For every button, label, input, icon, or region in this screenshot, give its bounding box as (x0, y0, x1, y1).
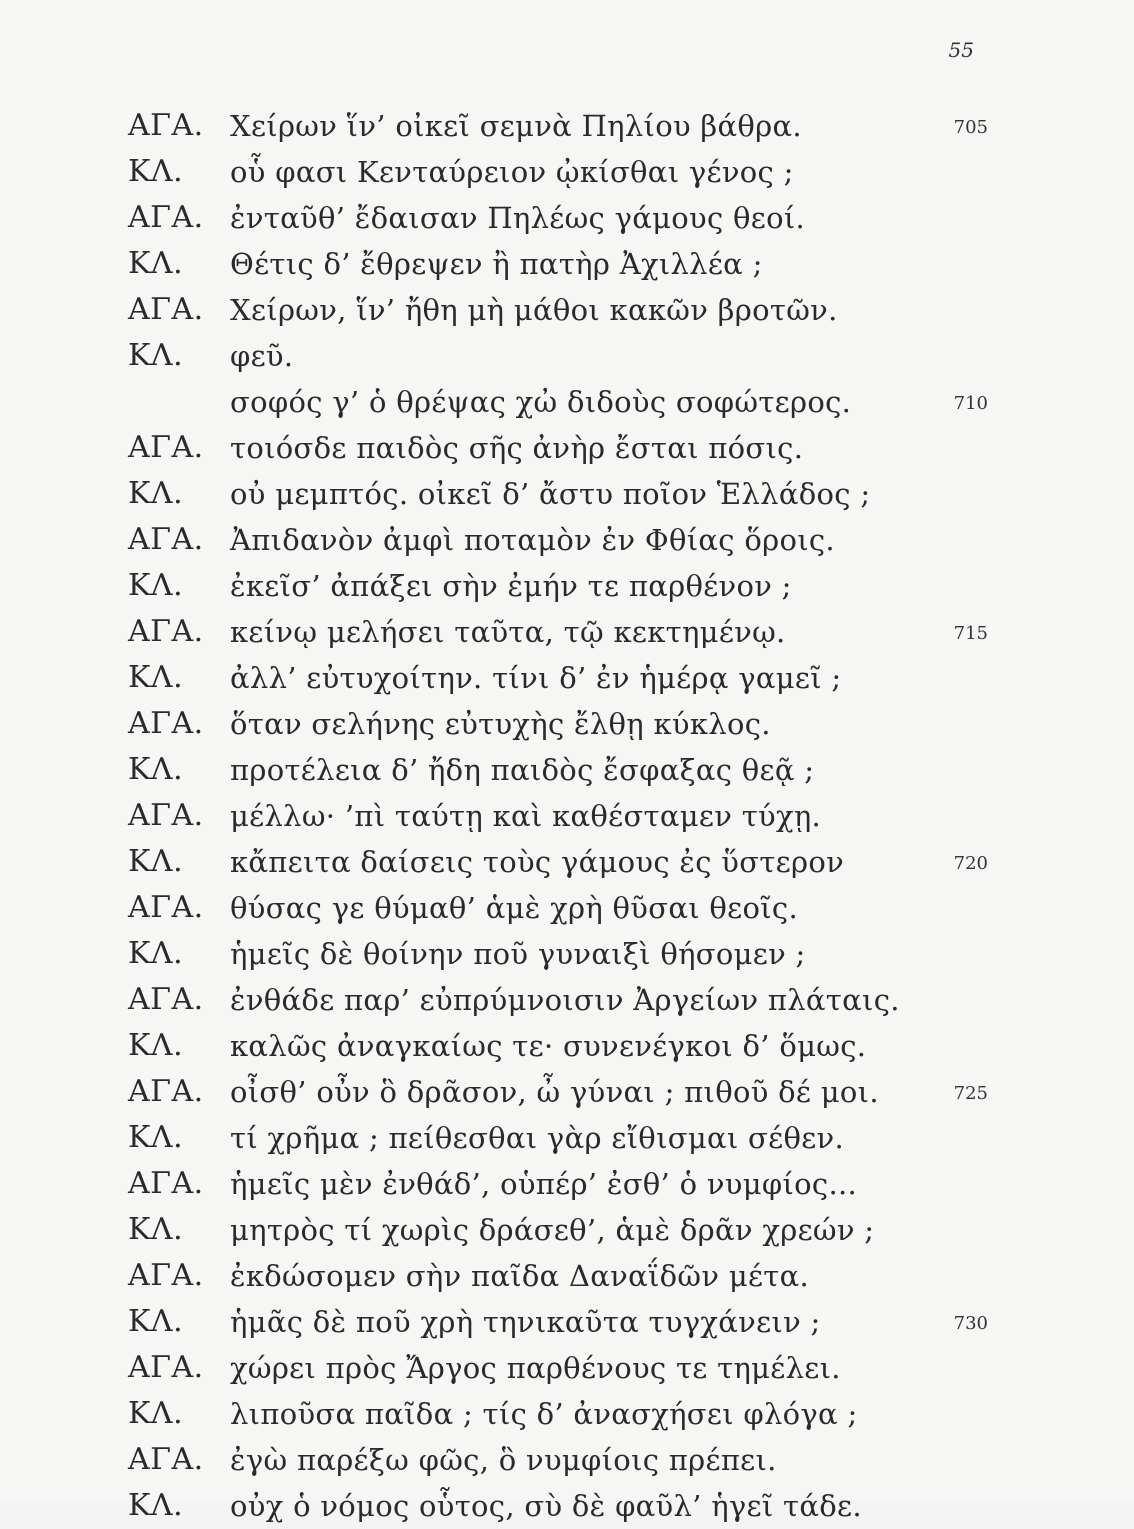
verse-lines (128, 103, 998, 1529)
speaker-label: ΚΛ. (128, 1212, 184, 1247)
verse-line (128, 1023, 998, 1069)
speaker-label: ΑΓΑ. (128, 200, 204, 235)
speaker-label: ΑΓΑ. (128, 890, 204, 925)
verse-text: Ἀπιδανὸν ἀμφὶ ποταμὸν ἐν Φθίας ὅροις. (230, 523, 835, 557)
speaker-label: ΑΓΑ. (128, 1166, 204, 1201)
verse-text: τί χρῆμα ; πείθεσθαι γὰρ εἴθισμαι σέθεν. (230, 1121, 845, 1155)
verse-line (128, 425, 998, 471)
speaker-label: ΑΓΑ. (128, 1350, 204, 1385)
verse-text: οὐ μεμπτός. οἰκεῖ δ’ ἄστυ ποῖον Ἑλλάδος ; (230, 477, 871, 511)
verse-text: καλῶς ἀναγκαίως τε· συνενέγκοι δ’ ὅμως. (230, 1029, 867, 1063)
verse-text: οὗ φασι Κενταύρειον ᾠκίσθαι γένος ; (230, 155, 794, 189)
speaker-label: ΑΓΑ. (128, 706, 204, 741)
verse-text: ἐκδώσομεν σὴν παῖδα Δαναΐδῶν μέτα. (230, 1259, 810, 1293)
verse-line (128, 655, 998, 701)
speaker-label: ΚΛ. (128, 844, 184, 879)
verse-text: οἶσθ’ οὖν ὃ δρᾶσον, ὦ γύναι ; πιθοῦ δέ μοι. (230, 1075, 879, 1109)
verse-text: προτέλεια δ’ ἤδη παιδὸς ἔσφαξας θεᾷ ; (230, 753, 815, 787)
verse-line (128, 977, 998, 1023)
verse-line (128, 701, 998, 747)
verse-text: ἡμεῖς δὲ θοίνην ποῦ γυναιξὶ θήσομεν ; (230, 937, 806, 971)
line-number: 730 (953, 1313, 988, 1334)
speaker-label: ΚΛ. (128, 1028, 184, 1063)
speaker-label: ΑΓΑ. (128, 108, 204, 143)
verse-text: Χείρων ἵν’ οἰκεῖ σεμνὰ Πηλίου βάθρα. (230, 109, 802, 143)
speaker-label: ΑΓΑ. (128, 614, 204, 649)
speaker-label: ΑΓΑ. (128, 430, 204, 465)
speaker-label: ΑΓΑ. (128, 1074, 204, 1109)
verse-text: κἄπειτα δαίσεις τοὺς γάμους ἐς ὕστερον (230, 845, 845, 879)
speaker-label: ΚΛ. (128, 1488, 184, 1523)
speaker-label: ΚΛ. (128, 936, 184, 971)
verse-text: ὅταν σελήνης εὐτυχὴς ἔλθῃ κύκλος. (230, 707, 771, 741)
speaker-label: ΚΛ. (128, 1396, 184, 1431)
speaker-label: ΚΛ. (128, 154, 184, 189)
verse-text: οὐχ ὁ νόμος οὗτος, σὺ δὲ φαῦλ’ ἡγεῖ τάδε. (230, 1489, 862, 1523)
line-number: 725 (953, 1083, 988, 1104)
speaker-label: ΚΛ. (128, 338, 184, 373)
verse-line (128, 1437, 998, 1483)
verse-line (128, 1483, 998, 1529)
verse-line (128, 793, 998, 839)
verse-text: ἐνταῦθ’ ἔδαισαν Πηλέως γάμους θεοί. (230, 201, 806, 235)
verse-line (128, 241, 998, 287)
verse-text: ἡμεῖς μὲν ἐνθάδ’, οὑπέρ’ ἐσθ’ ὁ νυμφίος... (230, 1167, 858, 1201)
speaker-label: ΑΓΑ. (128, 982, 204, 1017)
speaker-label: ΚΛ. (128, 660, 184, 695)
speaker-label: ΑΓΑ. (128, 292, 204, 327)
verse-text: ἐγὼ παρέξω φῶς, ὃ νυμφίοις πρέπει. (230, 1443, 777, 1477)
speaker-label: ΑΓΑ. (128, 1258, 204, 1293)
line-number: 710 (953, 393, 988, 414)
verse-line (128, 609, 998, 655)
verse-line (128, 195, 998, 241)
verse-text: θύσας γε θύμαθ’ ἁμὲ χρὴ θῦσαι θεοῖς. (230, 891, 798, 925)
verse-line (128, 931, 998, 977)
verse-line (128, 1069, 998, 1115)
verse-text: φεῦ. (230, 339, 294, 373)
verse-line (128, 471, 998, 517)
speaker-label: ΑΓΑ. (128, 522, 204, 557)
line-number: 705 (953, 117, 988, 138)
verse-text: κείνῳ μελήσει ταῦτα, τῷ κεκτημένῳ. (230, 615, 786, 649)
verse-line (128, 839, 998, 885)
speaker-label: ΚΛ. (128, 476, 184, 511)
speaker-label: ΚΛ. (128, 1304, 184, 1339)
verse-text: ἐκεῖσ’ ἀπάξει σὴν ἐμήν τε παρθένον ; (230, 569, 792, 603)
speaker-label: ΚΛ. (128, 246, 184, 281)
verse-line (128, 287, 998, 333)
verse-line (128, 103, 998, 149)
verse-line (128, 379, 998, 425)
verse-text: σοφός γ’ ὁ θρέψας χὠ διδοὺς σοφώτερος. (230, 385, 852, 419)
verse-text: χώρει πρὸς Ἄργος παρθένους τε τημέλει. (230, 1351, 841, 1385)
verse-line (128, 1253, 998, 1299)
verse-line (128, 1115, 998, 1161)
speaker-label: ΚΛ. (128, 752, 184, 787)
page-number: 55 (948, 38, 974, 62)
line-number: 715 (953, 623, 988, 644)
speaker-label: ΚΛ. (128, 568, 184, 603)
speaker-label: ΚΛ. (128, 1120, 184, 1155)
verse-line (128, 333, 998, 379)
verse-text: ἡμᾶς δὲ ποῦ χρὴ τηνικαῦτα τυγχάνειν ; (230, 1305, 821, 1339)
verse-text: ἐνθάδε παρ’ εὐπρύμνοισιν Ἀργείων πλάταις. (230, 983, 900, 1017)
verse-line (128, 563, 998, 609)
speaker-label: ΑΓΑ. (128, 1442, 204, 1477)
verse-text: Θέτις δ’ ἔθρεψεν ἢ πατὴρ Ἀχιλλέα ; (230, 247, 763, 281)
verse-text: λιποῦσα παῖδα ; τίς δ’ ἀνασχήσει φλόγα ; (230, 1397, 858, 1431)
verse-text: τοιόσδε παιδὸς σῆς ἀνὴρ ἔσται πόσις. (230, 431, 804, 465)
verse-line (128, 1391, 998, 1437)
verse-line (128, 1207, 998, 1253)
verse-line (128, 1299, 998, 1345)
verse-text: ἀλλ’ εὐτυχοίτην. τίνι δ’ ἐν ἡμέρᾳ γαμεῖ ; (230, 661, 842, 695)
verse-line (128, 517, 998, 563)
verse-line (128, 1345, 998, 1391)
verse-line (128, 885, 998, 931)
speaker-label: ΑΓΑ. (128, 798, 204, 833)
verse-text: μέλλω· ’πὶ ταύτῃ καὶ καθέσταμεν τύχῃ. (230, 799, 822, 833)
verse-line (128, 1161, 998, 1207)
line-number: 720 (953, 853, 988, 874)
verse-line (128, 747, 998, 793)
verse-text: μητρὸς τί χωρὶς δράσεθ’, ἁμὲ δρᾶν χρεών ; (230, 1213, 875, 1247)
verse-line (128, 149, 998, 195)
verse-text: Χείρων, ἵν’ ἤθη μὴ μάθοι κακῶν βροτῶν. (230, 293, 838, 327)
